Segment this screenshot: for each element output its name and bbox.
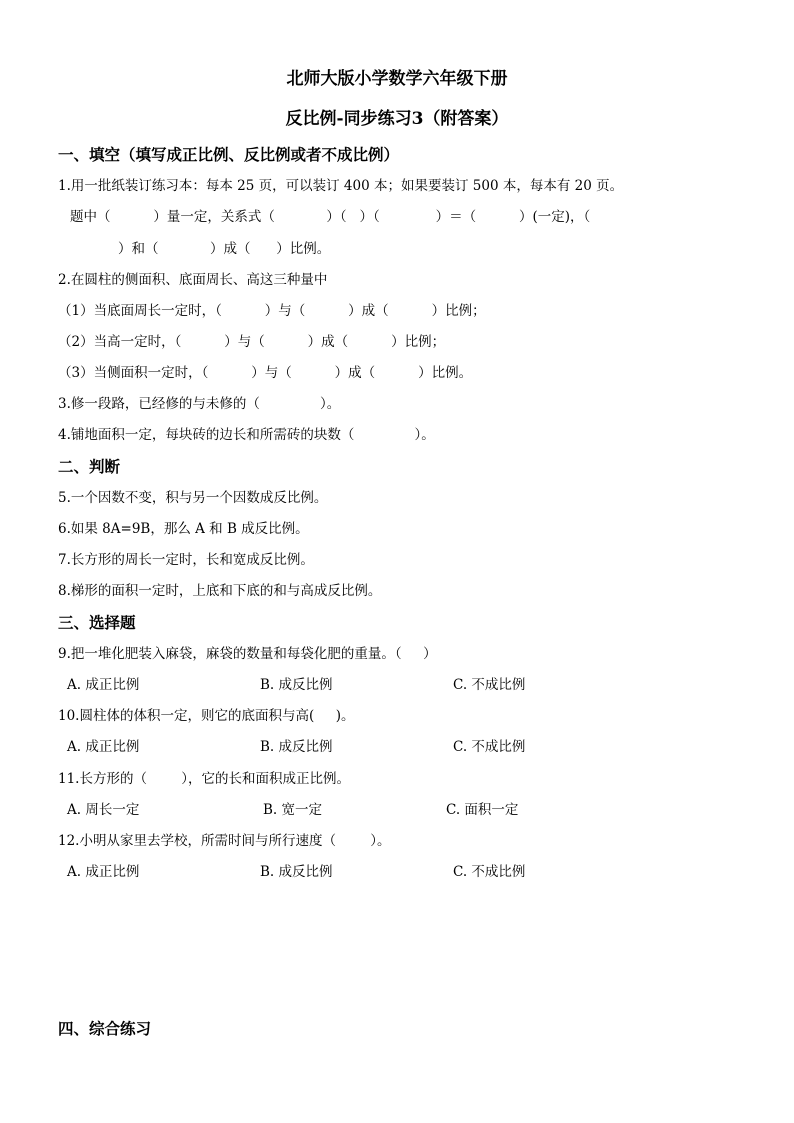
section-judge-heading: 二、判断	[58, 457, 121, 476]
choice-question-11: 11.长方形的（ ），它的长和面积成正比例。	[58, 771, 351, 787]
judge-question-8: 8.梯形的面积一定时，上底和下底的和与高成反比例。	[58, 583, 382, 599]
page-title: 北师大版小学数学六年级下册	[286, 69, 508, 89]
choice-option-b: B. 宽一定	[263, 802, 323, 818]
question-3: 3.修一段路，已经修的与未修的（ ）。	[58, 396, 341, 412]
choice-option-a: A. 周长一定	[67, 802, 140, 818]
choice-option-c: C. 不成比例	[453, 864, 526, 880]
judge-question-7: 7.长方形的周长一定时，长和宽成反比例。	[58, 552, 314, 568]
question-1-line-3: ）和（ ）成（ ）比例。	[118, 241, 331, 257]
section-choice-heading: 三、选择题	[58, 613, 136, 632]
choice-option-b: B. 成反比例	[260, 864, 333, 880]
section-comprehensive-heading: 四、综合练习	[58, 1019, 152, 1038]
choice-question-10: 10.圆柱体的体积一定，则它的底面积与高( )。	[58, 708, 355, 724]
choice-question-9: 9.把一堆化肥装入麻袋，麻袋的数量和每袋化肥的重量。（ ）	[58, 646, 437, 662]
page-subtitle: 反比例-同步练习3（附答案）	[285, 109, 509, 129]
choice-option-b: B. 成反比例	[260, 739, 333, 755]
choice-option-a: A. 成正比例	[67, 739, 140, 755]
choice-option-c: C. 不成比例	[453, 739, 526, 755]
question-2-part-2: （2）当高一定时，（ ）与（ ）成（ ）比例；	[58, 334, 446, 350]
choice-option-a: A. 成正比例	[67, 677, 140, 693]
choice-question-12: 12.小明从家里去学校，所需时间与所行速度（ ）。	[58, 833, 391, 849]
choice-option-c: C. 面积一定	[446, 802, 519, 818]
choice-option-b: B. 成反比例	[260, 677, 333, 693]
question-2: 2.在圆柱的侧面积、底面周长、高这三种量中	[58, 272, 328, 288]
question-4: 4.铺地面积一定，每块砖的边长和所需砖的块数（ ）。	[58, 427, 435, 443]
choice-option-a: A. 成正比例	[67, 864, 140, 880]
choice-option-c: C. 不成比例	[453, 677, 526, 693]
judge-question-5: 5.一个因数不变，积与另一个因数成反比例。	[58, 490, 328, 506]
question-1: 1.用一批纸装订练习本：每本 25 页，可以装订 400 本；如果要装订 500 本，每本有 20 页。	[58, 178, 624, 194]
question-2-part-3: （3）当侧面积一定时，（ ）与（ ）成（ ）比例。	[58, 365, 473, 381]
section-fill-heading: 一、填空（填写成正比例、反比例或者不成比例）	[58, 145, 400, 164]
question-2-part-1: （1）当底面周长一定时，（ ）与（ ）成（ ）比例；	[58, 303, 486, 319]
question-1-line-2: 题中（ ）量一定，关系式（ ）（ ）（ ）＝（ ）(一定)，（	[70, 209, 591, 225]
judge-question-6: 6.如果 8A=9B，那么 A 和 B 成反比例。	[58, 521, 309, 537]
